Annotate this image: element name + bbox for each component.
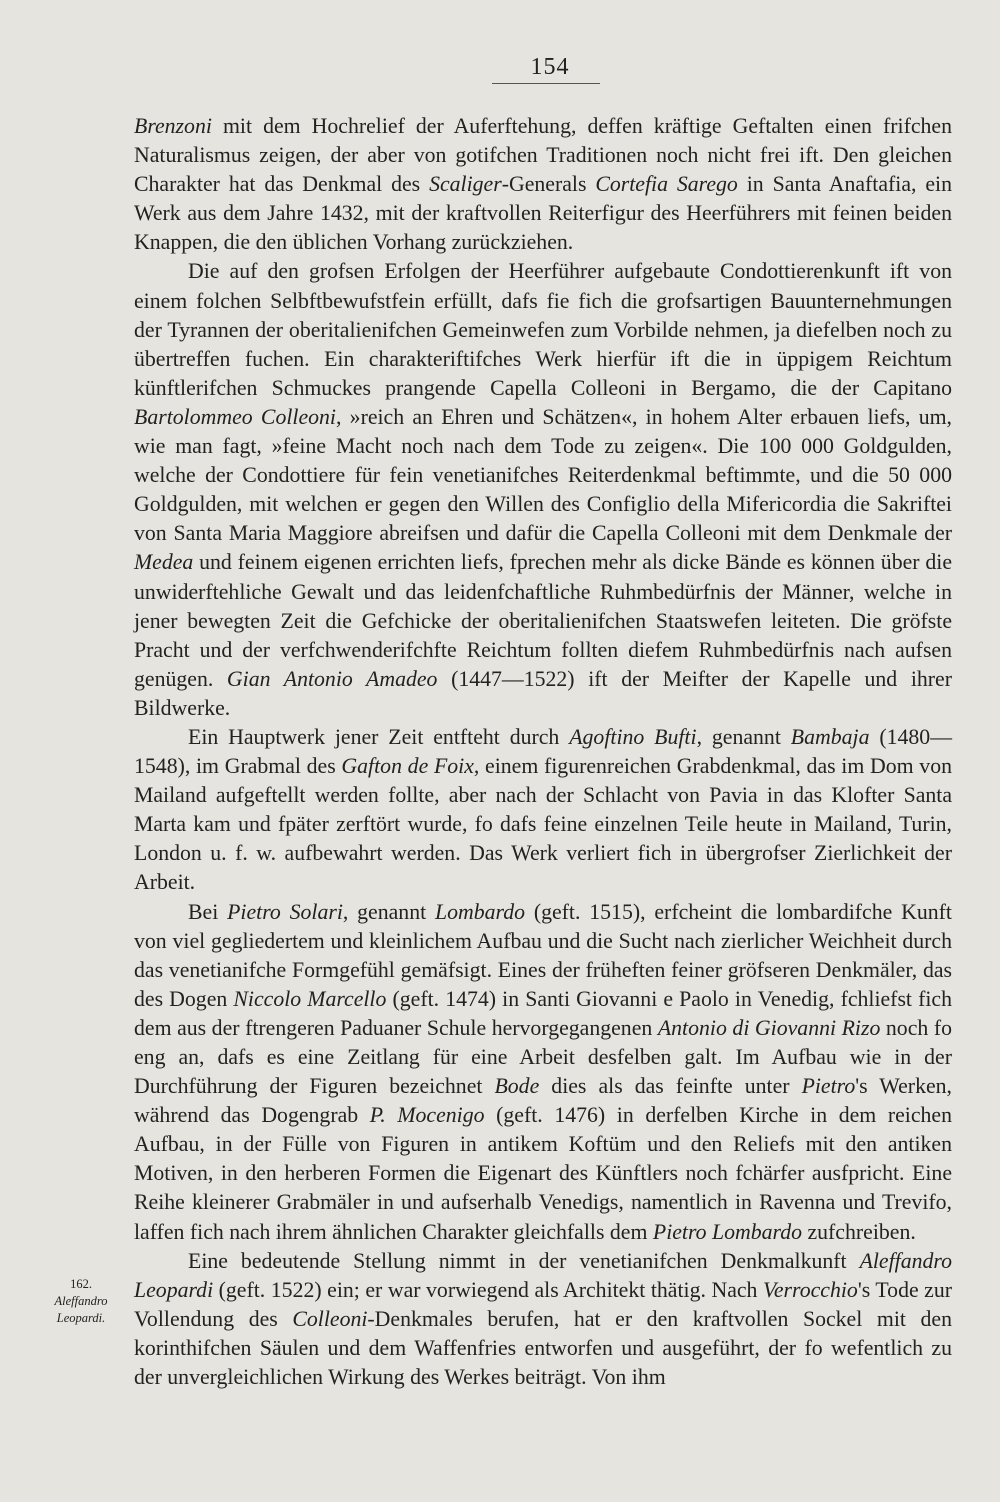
italic-name: Agoftino Bufti xyxy=(569,724,697,749)
text-run: zufchreiben. xyxy=(802,1219,916,1244)
margin-note-name-line2: Leopardi. xyxy=(56,1311,106,1325)
text-run: und feinem eigenen errichten liefs, fprechen mehr als dicke Bände es können über die unwiderftehliche Gewalt und das leidenfchaftliche Ruhmbedürfnis der Männer, welche in jener bewegten Zeit die Gefchicke der oberitalienifchen Staatswefen leiteten. Die gröfste Pracht und der verfchwenderifchfte Reichtum follten diefem Ruhmbedürfnis nach aufsen genügen. xyxy=(134,550,952,691)
text-run: (geft. 1522) ein; er war vorwiegend als Architekt thätig. Nach xyxy=(213,1277,763,1302)
text-run: 's Tode zur Vollendung des xyxy=(134,1277,952,1331)
italic-name: Gafton de Foix xyxy=(341,754,474,779)
text-run: (geft. 1476) in derfelben Kirche in dem reichen Aufbau, in der Fülle von Figuren in antikem Koftüm und den Reliefs mit den antiken Motiven, in den herberen Formen die Eigenart des Künftlers noch fchärfer ausfpricht. Eine Reihe kleinerer Grabmäler in und aufserhalb Venedigs, namentlich in Ravenna und Trevifo, laffen fich nach ihrem ähnlichen Charakter gleichfalls dem xyxy=(134,1103,952,1244)
italic-name: Bambaja xyxy=(790,724,870,749)
italic-name: Colleoni xyxy=(292,1306,368,1331)
italic-name: Brenzoni xyxy=(134,114,212,138)
margin-note xyxy=(36,1276,126,1327)
paragraph xyxy=(134,112,952,257)
italic-name: Verrocchio xyxy=(762,1277,858,1302)
text-run: Eine bedeutende Stellung nimmt in der venetianifchen Denkmalkunft xyxy=(188,1248,860,1273)
italic-name: Niccolo Marcello xyxy=(233,986,387,1011)
text-run: , einem figurenreichen Grabdenkmal, das im Dom von Mailand aufgeftellt werden follte, aber nach der Schlacht von Pavia in das Klofter Santa Marta kam und fpäter zerftört wurde, fo dafs feine einzelnen Teile heute in Mailand, Turin, London u. f. w. aufbewahrt werden. Das Werk verliert fich in übergrofser Zierlichkeit der Arbeit. xyxy=(134,754,952,895)
text-run: (1447—1522) ift der Meifter der Kapelle und ihrer Bildwerke. xyxy=(134,666,952,720)
italic-name: Pietro Solari xyxy=(227,899,343,924)
italic-name: Aleffandro Leopardi xyxy=(134,1248,952,1302)
text-run: 's Werken, während das Dogengrab xyxy=(134,1074,952,1128)
body-text xyxy=(134,112,952,1392)
margin-note-name-line1: Aleffandro xyxy=(54,1294,108,1308)
italic-name: Lombardo xyxy=(434,899,526,924)
italic-name: Antonio di Giovanni Rizo xyxy=(657,1015,881,1040)
italic-name: Gian Antonio Amadeo xyxy=(226,666,438,691)
page-number-rule xyxy=(492,83,600,84)
italic-name: Medea xyxy=(134,550,194,575)
text-run: (1480—1548), im Grabmal des xyxy=(134,724,953,779)
text-run: (geft. 1515), erfcheint die lombardifche Kunft von viel gegliedertem und kleinlichem Aufbau und die Sucht nach zierlicher Weichheit durch das venetianifche Formgefühl gemäfsigt. Eines der früheften feiner gröfseren Denkmäler, das des Dogen xyxy=(134,899,952,1011)
italic-name: Cortefia Sarego xyxy=(595,172,738,197)
text-run: Bei xyxy=(188,899,228,924)
text-run: Ein Hauptwerk jener Zeit entfteht durch xyxy=(188,724,570,749)
text-run: in Santa Anaftafia, ein Werk aus dem Jahre 1432, mit der kraftvollen Reiterfigur des Heerführers mit feinen beiden Knappen, die den üblichen Vorhang zurückziehen. xyxy=(134,172,952,255)
text-run: dies als das feinfte unter xyxy=(539,1074,802,1099)
italic-name: P. Mocenigo xyxy=(369,1103,485,1128)
paragraph xyxy=(134,898,952,1247)
italic-name: Bode xyxy=(494,1074,540,1099)
italic-name: Pietro Lombardo xyxy=(652,1219,803,1244)
text-run: -Denkmales berufen, hat er den kraftvollen Sockel mit den korinthifchen Säulen und dem Waffenfries entworfen und ausgeführt, der fo wefentlich zu der unvergleichlichen Wirkung des Werkes beiträgt. Von ihm xyxy=(134,1306,952,1390)
paragraph xyxy=(134,723,952,898)
paragraph xyxy=(134,257,952,723)
text-run: -Generals xyxy=(501,172,596,197)
text-run: noch fo eng an, dafs es eine Zeitlang für eine Arbeit desfelben galt. Im Aufbau wie in der Durchführung der Figuren bezeichnet xyxy=(134,1015,952,1099)
text-run: mit dem Hochrelief der Auferftehung, deffen kräftige Geftalten einen frifchen Naturalismus zeigen, der aber von gotifchen Traditionen noch nicht frei ift. Den gleichen Charakter hat das Denkmal des xyxy=(134,114,952,197)
text-run: Die auf den grofsen Erfolgen der Heerführer aufgebaute Condottierenkunft ift von einem folchen Selbftbewufstfein erfüllt, dafs fie fich die grofsartigen Bauunternehmungen der Tyrannen der oberitalienifchen Gemeinwefen zum Vorbilde nehmen, ja diefelben noch zu übertreffen fuchen. Ein charakteriftifches Werk hierfür ift die in üppigem Reichtum künftlerifchen Schmuckes prangende Capella Colleoni in Bergamo, die der Capitano xyxy=(134,259,952,400)
italic-name: Scaliger xyxy=(429,172,502,197)
margin-note-number: 162. xyxy=(70,1277,92,1291)
paragraph xyxy=(134,1247,952,1392)
page-number: 154 xyxy=(530,54,570,80)
italic-name: Pietro xyxy=(801,1074,856,1099)
text-run: (geft. 1474) in Santi Giovanni e Paolo in Venedig, fchliefst fich dem aus der ftrengeren Paduaner Schule hervorgegangenen xyxy=(134,986,952,1040)
text-run: , »reich an Ehren und Schätzen«, in hohem Alter erbauen liefs, um, wie man fagt, »feine Macht noch nach dem Tode zu zeigen«. Die 100 000 Goldgulden, welche der Condottiere für fein venetianifches Reiterdenkmal beftimmte, und die 50 000 Goldgulden, mit welchen er gegen den Willen des Configlio della Mifericordia die Sakriftei von Santa Maria Maggiore abreifsen und dafür die Capella Colleoni mit dem Denkmale der xyxy=(134,404,952,546)
text-run: , genannt xyxy=(342,899,435,924)
text-run: , genannt xyxy=(696,724,791,749)
italic-name: Bartolommeo Colleoni xyxy=(134,404,336,429)
